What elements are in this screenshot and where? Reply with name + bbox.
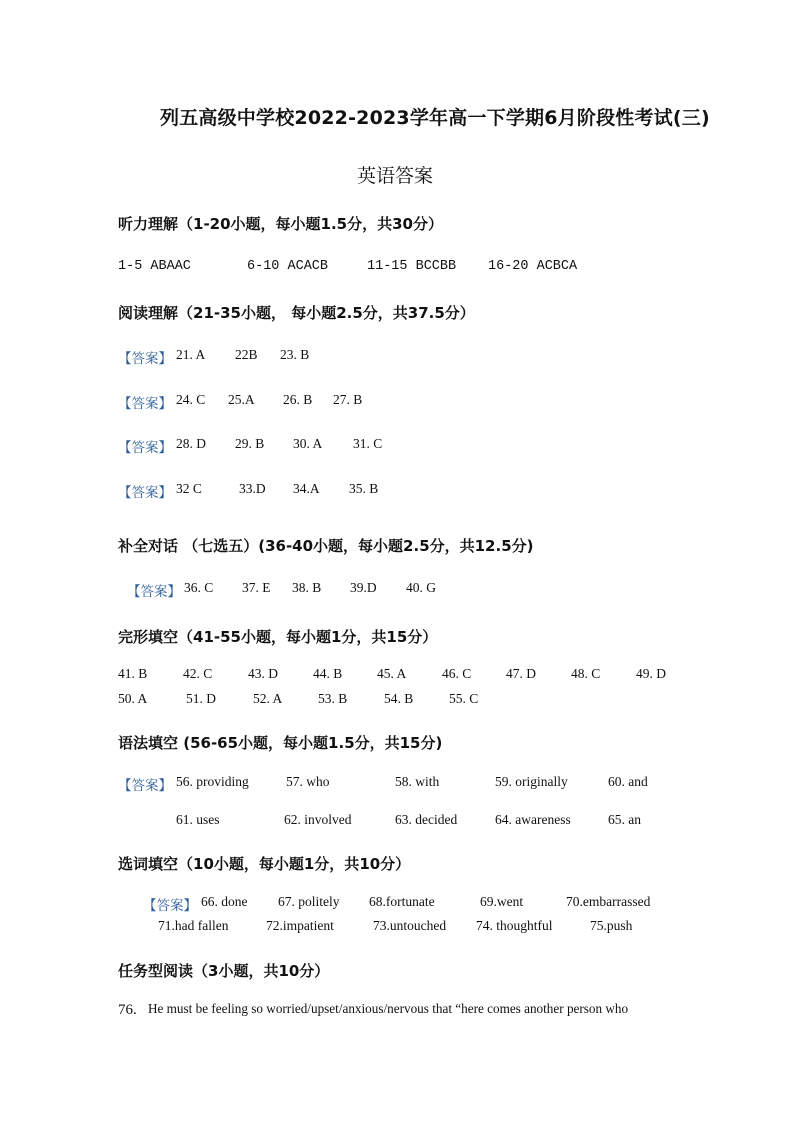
answer-item: 49. D <box>636 666 666 681</box>
answer-tag: 【答案】 <box>118 351 172 366</box>
listening-group: 16-20 ACBCA <box>488 259 578 274</box>
answer-item: 65. an <box>608 812 641 827</box>
answer-item: 52. A <box>253 691 283 706</box>
answer-item: 28. D <box>176 436 206 451</box>
answer-item: 23. B <box>280 347 310 362</box>
answer-item: 45. A <box>377 666 407 681</box>
answer-item: 59. originally <box>495 774 568 789</box>
answer-item: 70.embarrassed <box>566 894 651 909</box>
answer-tag: 【答案】 <box>127 584 181 599</box>
answer-item: 34.A <box>293 481 320 496</box>
grammar-heading: 语法填空 (56-65小题，每小题1.5分，共15分) <box>118 734 443 752</box>
answer-item: 53. B <box>318 691 348 706</box>
answer-item: 63. decided <box>395 812 458 827</box>
answer-item: 72.impatient <box>266 918 334 933</box>
answer-item: 30. A <box>293 436 323 451</box>
answer-item: 66. done <box>201 894 248 909</box>
listening-group: 6-10 ACACB <box>247 259 329 274</box>
reading-heading: 阅读理解（21-35小题， 每小题2.5分，共37.5分） <box>118 304 475 322</box>
answer-item: 71.had fallen <box>158 918 229 933</box>
answer-item: 29. B <box>235 436 265 451</box>
answer-item: 73.untouched <box>373 918 447 933</box>
answer-item: 50. A <box>118 691 148 706</box>
answer-item: 42. C <box>183 666 213 681</box>
answer-item: 33.D <box>239 481 266 496</box>
document-subtitle: 英语答案 <box>357 165 434 187</box>
answer-item: 35. B <box>349 481 379 496</box>
answer-item: 21. A <box>176 347 206 362</box>
answer-item: 75.push <box>590 918 633 933</box>
answer-tag: 【答案】 <box>118 778 172 793</box>
word-choice-heading: 选词填空（10小题，每小题1分，共10分） <box>118 855 411 873</box>
answer-item: 44. B <box>313 666 343 681</box>
answer-item: 55. C <box>449 691 479 706</box>
answer-item: 39.D <box>350 580 377 595</box>
answer-item: 62. involved <box>284 812 352 827</box>
answer-item: 36. C <box>184 580 214 595</box>
answer-item: 43. D <box>248 666 278 681</box>
answer-tag: 【答案】 <box>118 485 172 500</box>
answer-item: 57. who <box>286 774 330 789</box>
answer-item: 56. providing <box>176 774 249 789</box>
listening-group: 1-5 ABAAC <box>118 259 191 274</box>
document-title: 列五高级中学校2022-2023学年高一下学期6月阶段性考试(三) <box>160 107 710 129</box>
answer-item: 38. B <box>292 580 322 595</box>
answer-item: 47. D <box>506 666 536 681</box>
question-number: 76. <box>118 1002 137 1018</box>
answer-item: 41. B <box>118 666 148 681</box>
answer-item: 51. D <box>186 691 216 706</box>
answer-item: 48. C <box>571 666 601 681</box>
answer-item: 27. B <box>333 392 363 407</box>
question-text: He must be feeling so worried/upset/anxious/nervous that “here comes another person who <box>148 1001 629 1016</box>
answer-item: 24. C <box>176 392 206 407</box>
answer-item: 46. C <box>442 666 472 681</box>
answer-item: 25.A <box>228 392 255 407</box>
answer-item: 26. B <box>283 392 313 407</box>
answer-item: 60. and <box>608 774 648 789</box>
answer-item: 40. G <box>406 580 436 595</box>
answer-item: 67. politely <box>278 894 340 909</box>
cloze-heading: 完形填空（41-55小题，每小题1分，共15分） <box>118 628 438 646</box>
dialogue-heading: 补全对话 （七选五）(36-40小题，每小题2.5分，共12.5分) <box>118 537 534 555</box>
answer-tag: 【答案】 <box>143 898 197 913</box>
listening-group: 11-15 BCCBB <box>367 259 457 274</box>
answer-item: 31. C <box>353 436 383 451</box>
answer-item: 54. B <box>384 691 414 706</box>
answer-item: 69.went <box>480 894 524 909</box>
answer-item: 68.fortunate <box>369 894 435 909</box>
answer-item: 22B <box>235 347 258 362</box>
answer-tag: 【答案】 <box>118 396 172 411</box>
task-reading-heading: 任务型阅读（3小题，共10分） <box>118 962 330 980</box>
answer-tag: 【答案】 <box>118 440 172 455</box>
answer-item: 64. awareness <box>495 812 571 827</box>
answer-item: 58. with <box>395 774 440 789</box>
answer-item: 61. uses <box>176 812 220 827</box>
answer-item: 37. E <box>242 580 271 595</box>
listening-heading: 听力理解（1-20小题，每小题1.5分，共30分） <box>118 215 443 233</box>
answer-item: 32 C <box>176 481 202 496</box>
answer-item: 74. thoughtful <box>476 918 553 933</box>
